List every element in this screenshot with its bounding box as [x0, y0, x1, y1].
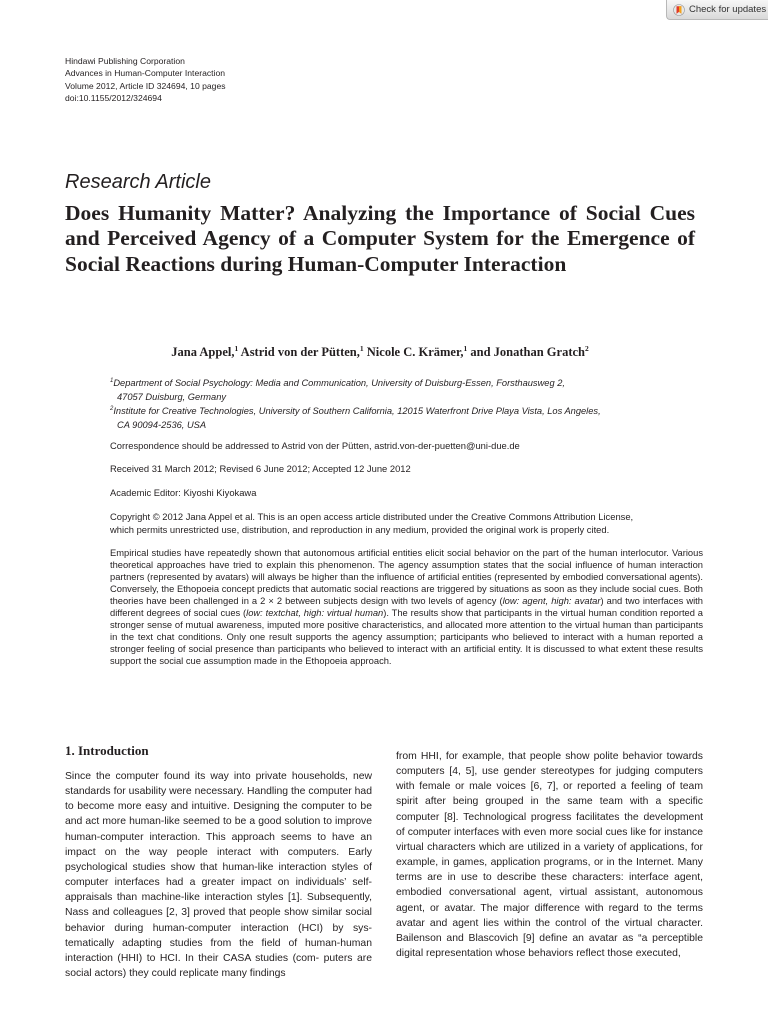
- correspondence-email-link[interactable]: astrid.von-der-puetten@uni-due.de: [374, 440, 520, 451]
- article-type: Research Article: [65, 171, 211, 193]
- abstract-text: ) and two interfaces with different degrees of social cues (: [110, 595, 703, 618]
- volume-info: Volume 2012, Article ID 324694, 10 pages: [65, 80, 226, 91]
- abstract-text: ). The results show that participants in the virtual human condition reported a stronger sense of mutual awareness, imputed more positive characteristics, and allocated more attention to the virtual human than participants in the text chat conditions. Only one result supports the agency assumption; participants who believed to interact with a human reported a stronger feeling of social presence than participants who believed to interact with an artificial entity. It is discussed to what extent these results support the social cue assumption made in the Ethopoeia approach.: [110, 607, 703, 666]
- copyright-line: which permits unrestricted use, distribution, and reproduction in any medium, provided the original work is properly cited.: [110, 523, 610, 535]
- correspondence-text: Correspondence should be addressed to Astrid von der Pütten,: [110, 440, 375, 451]
- correspondence: [110, 440, 710, 453]
- affiliation-number: 2: [110, 406, 114, 412]
- publisher: Hindawi Publishing Corporation: [65, 56, 185, 66]
- affiliation-text-line2: 47057 Duisburg, Germany: [117, 392, 227, 403]
- doi: doi:10.1155/2012/324694: [65, 92, 162, 103]
- copyright-notice: [110, 511, 710, 536]
- received-dates: Received 31 March 2012; Revised 6 June 2012; Accepted 12 June 2012: [110, 463, 411, 474]
- body-text-right-column: from HHI, for example, that people show polite behavior towards computers [4, 5], use gender stereotypes for judging computers with female or male voices [6, 7], or reported a feeling of team spirit after being grouped in the same team with a specific computer [8]. Technological progress facilitates the development of computer interfaces with even more social cues like for instance virtual characters which are utilized in a variety of applications, for example, in games, application programs, or in the Internet. Many terms are in use to describe these characters: interface agent, embodied conversational agent, virtual assistant, autonomous agent, or avatar. The major difference with regard to the terms avatar and agent lies within the control of the virtual character. Bailenson and Blascovich [9] define an avatar as “a perceptible digital representation whose behaviors reflect those executed,: [396, 751, 703, 960]
- author-affiliation-marker: 1: [234, 344, 239, 353]
- author-name: Astrid von der Pütten,: [238, 345, 360, 360]
- copyright-line: Copyright © 2012 Jana Appel et al. This is an open access article distributed under the Creative Commons Attribution License,: [110, 511, 634, 522]
- author-affiliation-marker: 2: [584, 344, 589, 353]
- bookmark-update-icon: [673, 4, 685, 16]
- body-text-left-column: Since the computer found its way into private households, new standards for usability were necessary. Handling the computer had to become more easy and intuitive. Designing the computer to be and act more human-like seemed to be a good solution to improve human-computer interaction. This approach seems to have an impact on the way people interact with computers. Early psychological studies show that human-like interaction styles of computer interfaces had a greater impact on individuals’ self-appraisals than machine-like interaction styles [1]. Subsequently, Nass and colleagues [2, 3] proved that people show similar social behavior during human-computer interaction (HCI) by sys- tematically adapting studies from the field of human-human interaction (HHI) to HCI. In their CASA studies (com- puters are social actors) they could replicate many findings: [65, 771, 372, 980]
- academic-editor: Academic Editor: Kiyoshi Kiyokawa: [110, 487, 257, 498]
- author-name: Nicole C. Krämer,: [363, 345, 464, 360]
- affiliation-text: Institute for Creative Technologies, University of Southern California, 12015 Waterfront Drive Playa Vista, Los Angeles,: [113, 406, 601, 417]
- author-list: [65, 344, 695, 360]
- abstract-italic-text: low: textchat, high: virtual human: [246, 607, 384, 618]
- affiliation-1: [110, 374, 710, 404]
- check-for-updates-button[interactable]: [666, 0, 768, 20]
- check-for-updates-label: Check for updates: [689, 4, 767, 15]
- paper-title: Does Humanity Matter? Analyzing the Importance of Social Cues and Perceived Agency of a Computer System for the Emergence of Social Reactions during Human-Computer Interaction: [65, 201, 695, 276]
- abstract: [110, 548, 703, 668]
- author-name: Jana Appel,: [171, 345, 235, 360]
- affiliation-text-line2: CA 90094-2536, USA: [117, 420, 207, 431]
- author-affiliation-marker: 1: [463, 344, 468, 353]
- affiliation-2: [110, 402, 710, 432]
- journal-name: Advances in Human-Computer Interaction: [65, 68, 226, 79]
- abstract-italic-text: low: agent, high: avatar: [502, 595, 601, 606]
- author-affiliation-marker: 1: [359, 344, 364, 353]
- abstract-text: Empirical studies have repeatedly shown that autonomous artificial entities elicit social behavior on the part of the human interlocutor. Various theoretical approaches have tried to explain this phenomenon. The agency assumption states that the social influence of human interaction partners (represented by avatars) will always be higher than the influence of artificial entities (represented by embodied conversational agents). Conversely, the Ethopoeia concept predicts that automatic social reactions are triggered by situations as soon as they include social cues. Both theories have been challenged in a 2 × 2 between subjects design with two levels of agency (: [110, 548, 703, 606]
- affiliation-text: Department of Social Psychology: Media and Communication, University of Duisburg-Essen, Forsthausweg 2,: [113, 378, 565, 389]
- affiliation-number: 1: [110, 378, 114, 384]
- journal-info: [65, 55, 226, 104]
- author-name: and Jonathan Gratch: [467, 345, 585, 360]
- section-heading-introduction: 1. Introduction: [65, 743, 149, 758]
